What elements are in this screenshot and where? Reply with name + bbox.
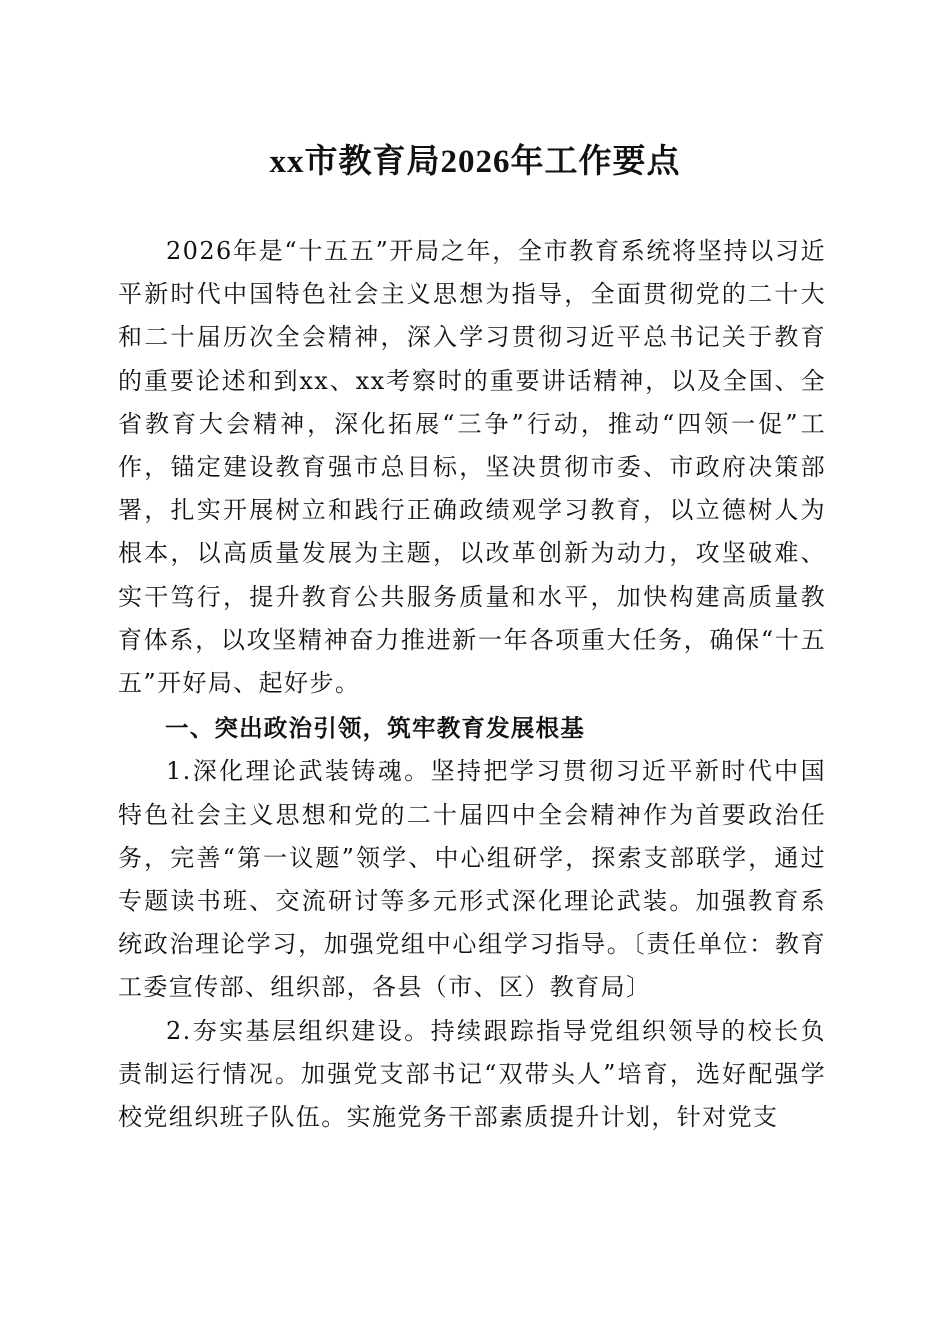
section-heading: 一、突出政治引领，筑牢教育发展根基 — [165, 714, 585, 743]
document-body — [118, 230, 826, 1139]
document-title: xx市教育局2026年工作要点 — [269, 144, 681, 180]
section-1 — [118, 707, 826, 1139]
intro-paragraph: 2026年是“十五五”开局之年，全市教育系统将坚持以习近平新时代中国特色社会主义思想为指导，全面贯彻党的二十大和二十届历次全会精神，深入学习贯彻习近平总书记关于教育的重要论述和到xx、xx考察时的重要讲话精神，以及全国、全省教育大会精神，深化拓展“三争”行动，推动“四领一促”工作，锚定建设教育强市总目标，坚决贯彻市委、市政府决策部署，扎实开展树立和践行正确政绩观学习教育，以立德树人为根本，以高质量发展为主题，以改革创新为动力，攻坚破难、实干笃行，提升教育公共服务质量和水平，加快构建高质量教育体系，以攻坚精神奋力推进新一年各项重大任务，确保“十五五”开好局、起好步。 — [118, 237, 826, 698]
section-item-2: 2.夯实基层组织建设。持续跟踪指导党组织领导的校长负责制运行情况。加强党支部书记“双带头人”培育，选好配强学校党组织班子队伍。实施党务干部素质提升计划，针对党支 — [118, 1016, 826, 1132]
section-item-1: 1.深化理论武装铸魂。坚持把学习贯彻习近平新时代中国特色社会主义思想和党的二十届四中全会精神作为首要政治任务，完善“第一议题”领学、中心组研学，探索支部联学，通过专题读书班、交流研讨等多元形式深化理论武装。加强教育系统政治理论学习，加强党组中心组学习指导。〔责任单位：教育工委宣传部、组织部，各县（市、区）教育局〕 — [118, 757, 826, 1002]
